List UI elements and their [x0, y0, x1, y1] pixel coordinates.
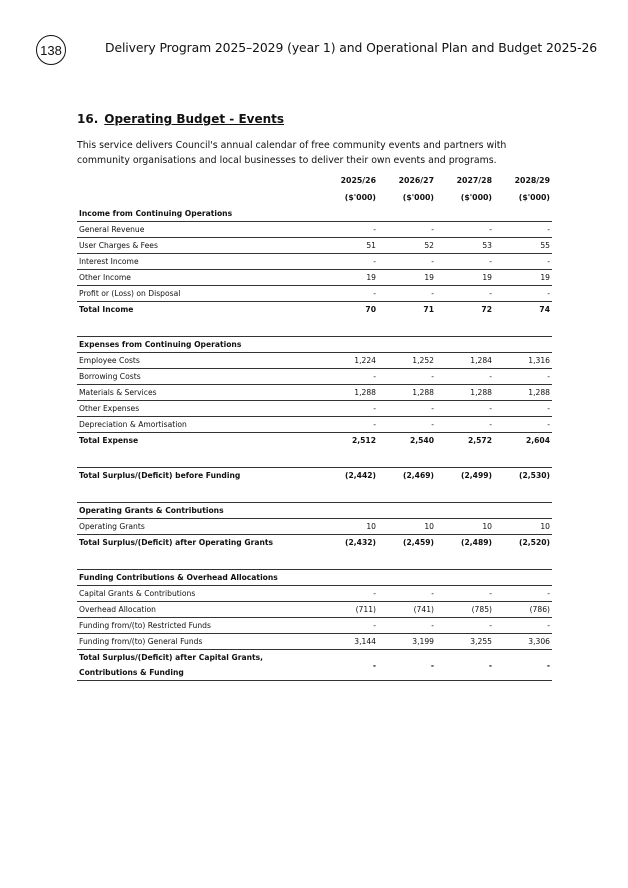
section-description: This service delivers Council's annual calendar of free community events and partners with community organisations and local businesses to deliver their own events and programs. [77, 140, 507, 166]
table-row [77, 618, 552, 634]
row-value: 19 [436, 270, 494, 286]
section-number: 16. [77, 112, 99, 126]
row-value: 55 [494, 238, 552, 254]
grants-rows [77, 519, 552, 535]
row-value: - [494, 222, 552, 238]
row-value: (2,442) [320, 468, 378, 484]
row-label: Other Expenses [77, 401, 320, 417]
unit-header: ($'000) [344, 193, 376, 202]
row-label: Operating Grants [77, 519, 320, 535]
spacer [77, 448, 552, 468]
group-heading-label: Income from Continuing Operations [79, 209, 233, 218]
row-value: - [320, 417, 378, 433]
row-value: - [494, 369, 552, 385]
row-label: User Charges & Fees [77, 238, 320, 254]
row-value: 71 [378, 302, 436, 318]
row-label: Capital Grants & Contributions [77, 586, 320, 602]
table-row [77, 586, 552, 602]
row-value: - [494, 401, 552, 417]
row-value: - [436, 286, 494, 302]
row-value: - [378, 369, 436, 385]
row-value: - [320, 369, 378, 385]
row-value: 3,199 [378, 634, 436, 650]
table-row [77, 222, 552, 238]
group-heading-label: Expenses from Continuing Operations [77, 337, 552, 353]
table-row [77, 238, 552, 254]
row-value: (785) [436, 602, 494, 618]
expense-rows [77, 353, 552, 433]
row-value: - [378, 417, 436, 433]
row-value: 53 [436, 238, 494, 254]
row-value: - [320, 254, 378, 270]
section-heading [77, 112, 284, 126]
row-label-line: Total Surplus/(Deficit) after Capital Grants, [79, 653, 264, 662]
table-row [77, 634, 552, 650]
year-header: 2028/29 [514, 176, 550, 185]
row-value: - [436, 618, 494, 634]
row-value: 19 [494, 270, 552, 286]
group-heading-funding [77, 570, 552, 586]
row-value: (2,469) [378, 468, 436, 484]
table-row [77, 286, 552, 302]
row-value: 19 [320, 270, 378, 286]
unit-header: ($'000) [518, 193, 550, 202]
document-title: Delivery Program 2025–2029 (year 1) and Operational Plan and Budget 2025-26 [105, 40, 598, 55]
row-label: Other Income [77, 270, 320, 286]
row-value: 1,288 [378, 385, 436, 401]
row-value: - [320, 401, 378, 417]
row-label: Funding from/(to) General Funds [77, 634, 320, 650]
row-value: (711) [320, 602, 378, 618]
table-row [77, 254, 552, 270]
row-label: Profit or (Loss) on Disposal [77, 286, 320, 302]
spacer-row [77, 550, 552, 570]
row-label: Interest Income [77, 254, 320, 270]
surplus-row [77, 468, 552, 484]
row-value: - [436, 369, 494, 385]
row-value: 10 [320, 519, 378, 535]
row-value: - [436, 401, 494, 417]
row-label: Overhead Allocation [77, 602, 320, 618]
row-value: - [378, 254, 436, 270]
row-value: 70 [320, 302, 378, 318]
year-header: 2027/28 [456, 176, 492, 185]
group-heading-income [77, 206, 552, 222]
row-value: 1,316 [494, 353, 552, 369]
spacer [77, 483, 552, 503]
row-value: (2,530) [494, 468, 552, 484]
unit-header: ($'000) [460, 193, 492, 202]
row-label: Total Income [77, 302, 320, 318]
row-value: - [494, 286, 552, 302]
table-row [77, 385, 552, 401]
row-value: - [494, 650, 552, 681]
row-value: (2,489) [436, 535, 494, 551]
row-value: 1,224 [320, 353, 378, 369]
header-blank [77, 172, 320, 189]
row-value: - [378, 401, 436, 417]
row-value: - [320, 286, 378, 302]
row-value: 1,288 [436, 385, 494, 401]
spacer [77, 550, 552, 570]
row-value: 10 [494, 519, 552, 535]
spacer-row [77, 317, 552, 337]
row-value: 19 [378, 270, 436, 286]
row-label-line: Contributions & Funding [79, 668, 184, 677]
row-label: Total Expense [77, 433, 320, 449]
final-surplus-row [77, 650, 552, 681]
operating-budget-table [77, 172, 552, 681]
group-heading-expenses [77, 337, 552, 353]
row-label: Borrowing Costs [77, 369, 320, 385]
row-value: (2,520) [494, 535, 552, 551]
year-header: 2025/26 [340, 176, 376, 185]
row-value: (786) [494, 602, 552, 618]
row-value: - [378, 286, 436, 302]
spacer [77, 317, 552, 337]
group-heading-label: Operating Grants & Contributions [77, 503, 552, 519]
group-heading-grants [77, 503, 552, 519]
spacer-row [77, 448, 552, 468]
row-label [77, 650, 320, 681]
row-value: (741) [378, 602, 436, 618]
unit-header: ($'000) [402, 193, 434, 202]
group-heading-label: Funding Contributions & Overhead Allocations [77, 570, 552, 586]
row-label: Total Surplus/(Deficit) after Operating Grants [77, 535, 320, 551]
row-value: 2,604 [494, 433, 552, 449]
row-value: 3,255 [436, 634, 494, 650]
table-row [77, 353, 552, 369]
row-value: - [320, 222, 378, 238]
row-value: - [378, 586, 436, 602]
table-row [77, 417, 552, 433]
row-value: 1,288 [320, 385, 378, 401]
table-row [77, 401, 552, 417]
row-value: - [320, 586, 378, 602]
row-value: 74 [494, 302, 552, 318]
row-value: - [494, 586, 552, 602]
row-value: 2,512 [320, 433, 378, 449]
row-label: Total Surplus/(Deficit) before Funding [77, 468, 320, 484]
row-value: - [436, 254, 494, 270]
unit-header-row [77, 189, 552, 206]
section-title: Operating Budget - Events [104, 112, 285, 126]
row-value: 10 [378, 519, 436, 535]
row-label: Employee Costs [77, 353, 320, 369]
year-header: 2026/27 [398, 176, 434, 185]
row-label: Materials & Services [77, 385, 320, 401]
row-value: 72 [436, 302, 494, 318]
row-value: - [436, 586, 494, 602]
table-row [77, 369, 552, 385]
funding-rows [77, 586, 552, 650]
row-value: 51 [320, 238, 378, 254]
table-row [77, 270, 552, 286]
total-row [77, 302, 552, 318]
row-value: - [320, 618, 378, 634]
row-value: - [494, 618, 552, 634]
row-value: 1,252 [378, 353, 436, 369]
row-value: 10 [436, 519, 494, 535]
year-header-row [77, 172, 552, 189]
row-value: - [378, 650, 436, 681]
row-value: - [378, 222, 436, 238]
income-rows [77, 222, 552, 302]
row-label: Funding from/(to) Restricted Funds [77, 618, 320, 634]
row-value: - [320, 650, 378, 681]
row-value: 2,572 [436, 433, 494, 449]
row-value: - [494, 254, 552, 270]
total-row [77, 433, 552, 449]
row-value: 1,284 [436, 353, 494, 369]
row-value: 52 [378, 238, 436, 254]
table-row [77, 519, 552, 535]
row-value: 1,288 [494, 385, 552, 401]
row-label: Depreciation & Amortisation [77, 417, 320, 433]
page-number: 138 [36, 35, 66, 65]
row-value: (2,432) [320, 535, 378, 551]
row-value: 2,540 [378, 433, 436, 449]
row-value: - [378, 618, 436, 634]
table-row [77, 602, 552, 618]
row-value: (2,499) [436, 468, 494, 484]
row-value: - [436, 650, 494, 681]
row-value: - [436, 417, 494, 433]
row-value: 3,306 [494, 634, 552, 650]
row-value: - [494, 417, 552, 433]
spacer-row [77, 483, 552, 503]
header-blank [77, 189, 320, 206]
surplus-row [77, 535, 552, 551]
row-value: (2,459) [378, 535, 436, 551]
row-value: - [436, 222, 494, 238]
row-label: General Revenue [77, 222, 320, 238]
row-value: 3,144 [320, 634, 378, 650]
